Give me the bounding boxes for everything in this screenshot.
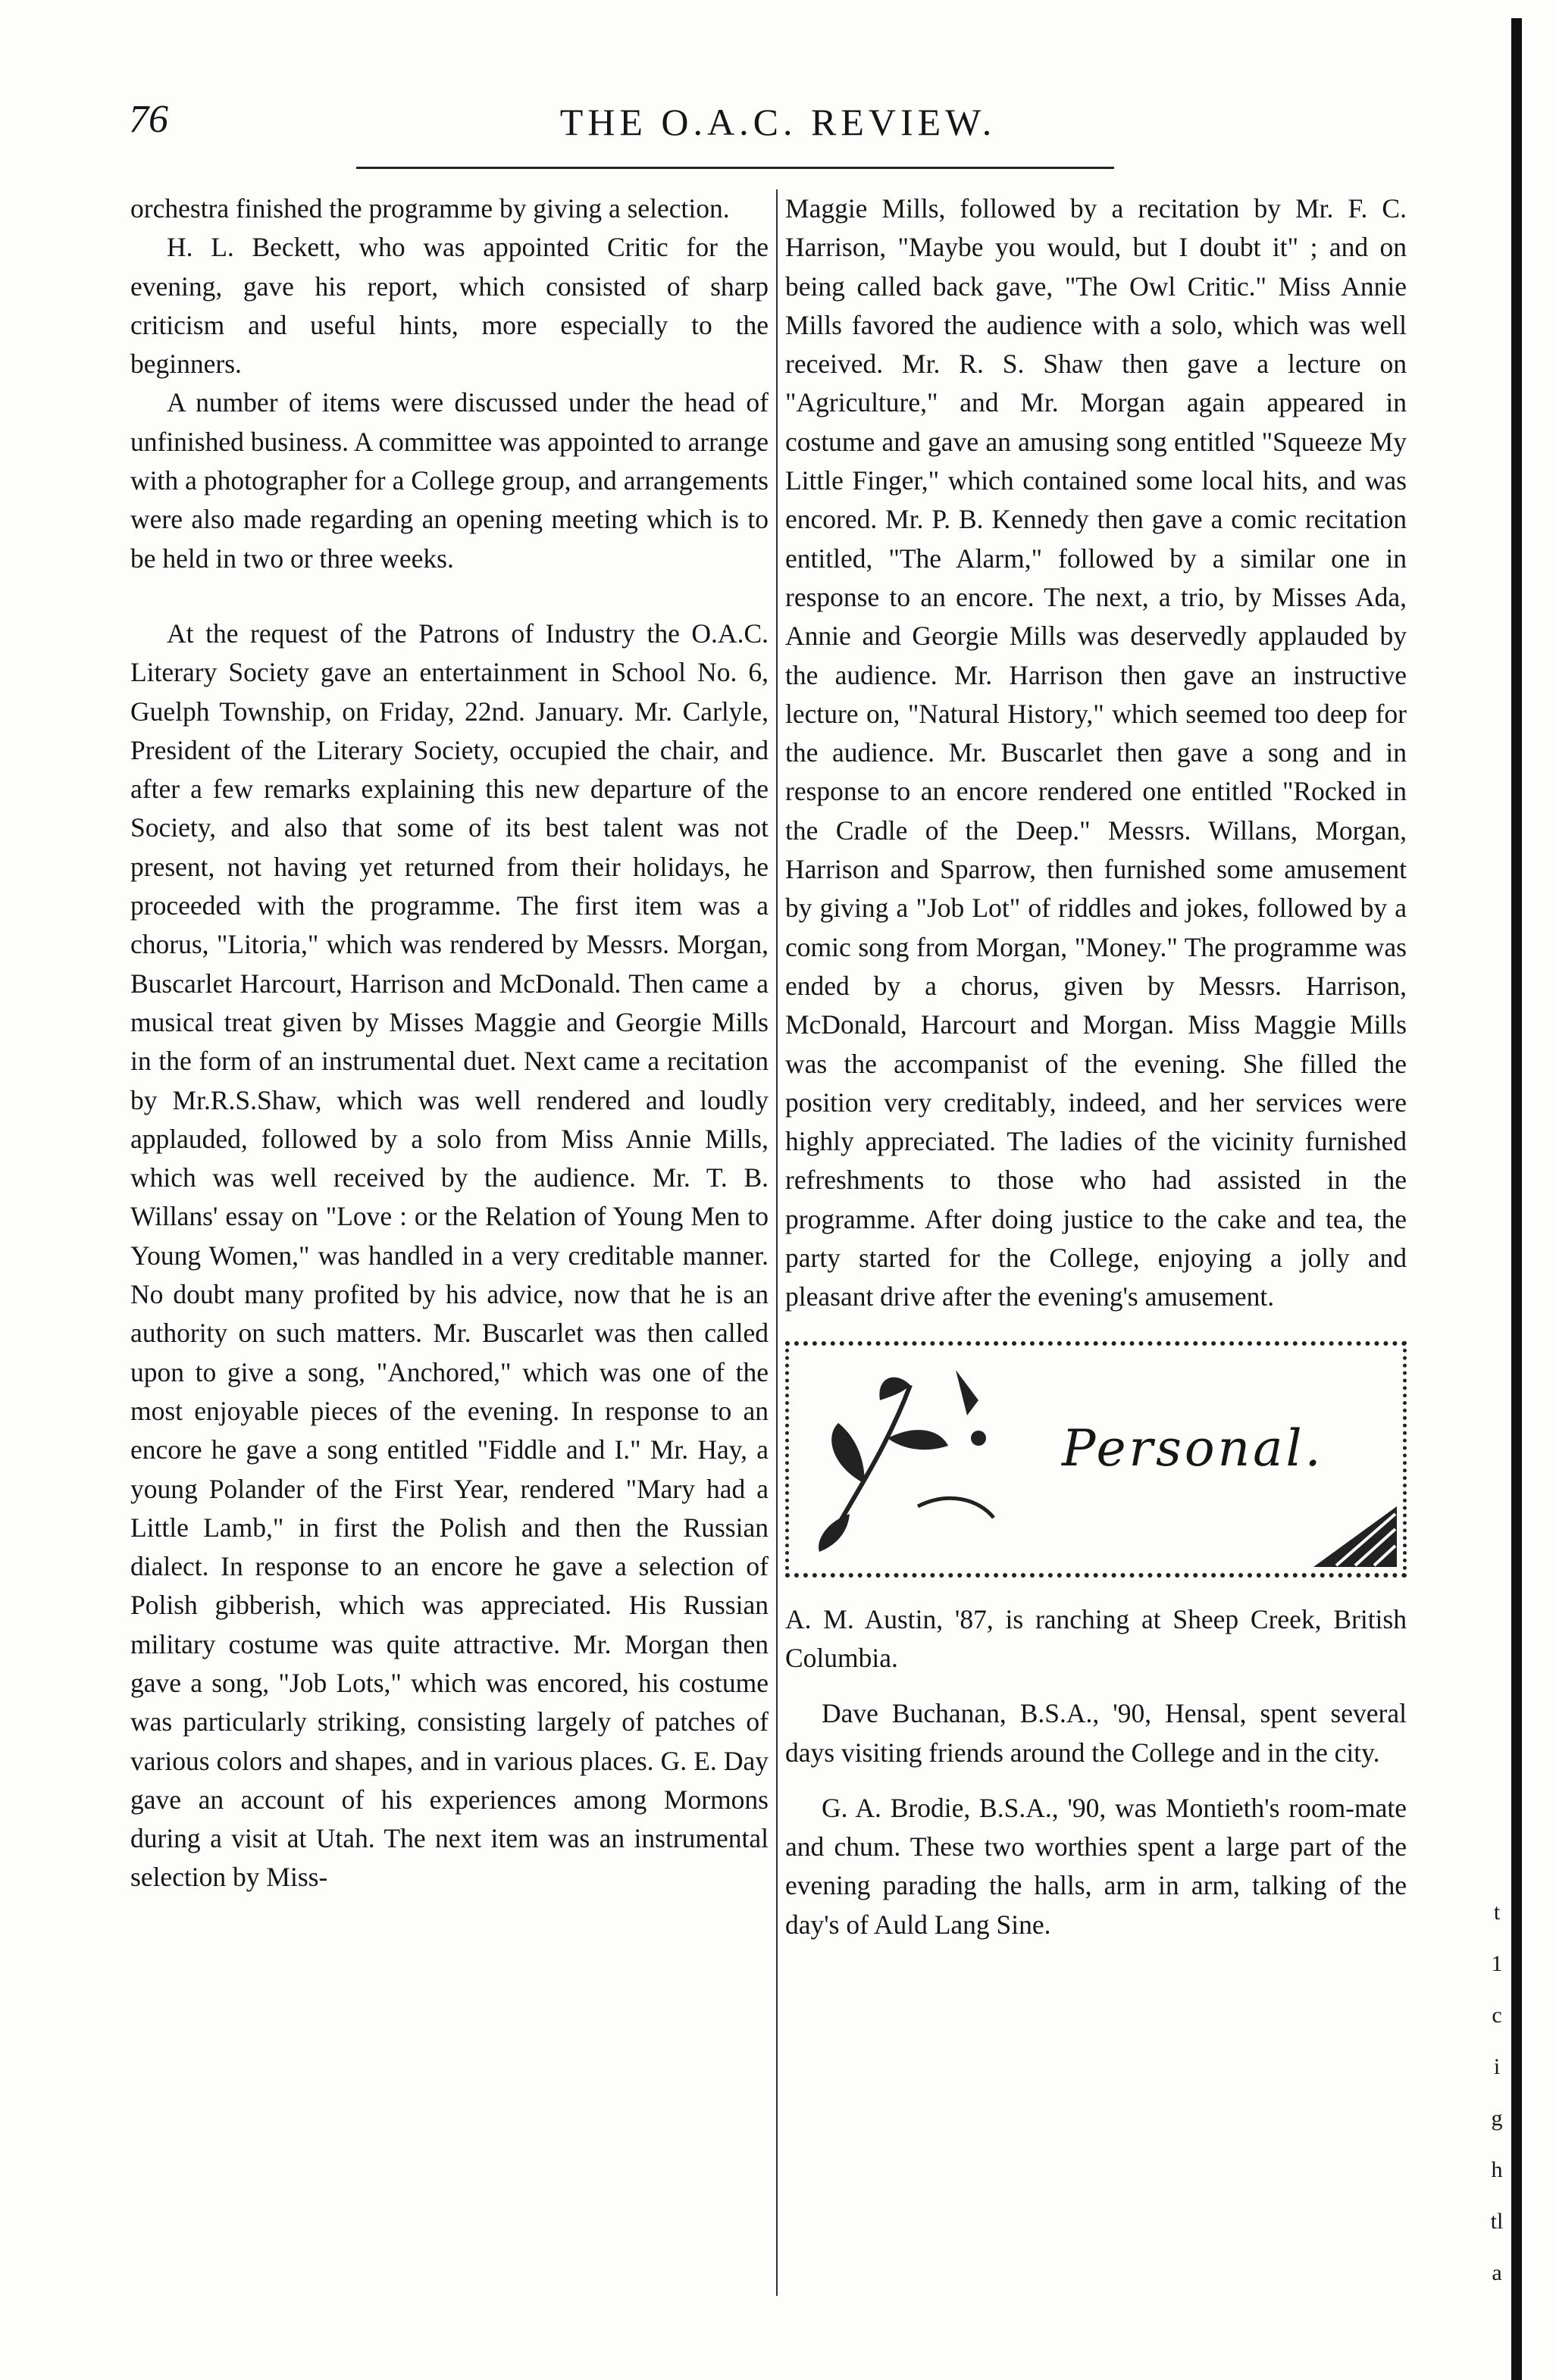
margin-fragment: t xyxy=(1493,1900,1501,1925)
left-paragraph-2: H. L. Beckett, who was appointed Critic for the evening, gave his report, which consisted of sharp criticism and useful hints, more especially to the beginners. xyxy=(130,232,769,380)
left-paragraph-3: A number of items were discussed under the head of unfinished business. A committee was appointed to arrange with a photographer for a College group, and arrangements were also made regarding an opening meeting which is to be held in two or three weeks. xyxy=(130,387,769,574)
running-head: THE O.A.C. REVIEW. xyxy=(559,101,997,143)
left-column xyxy=(130,189,769,1897)
margin-fragment: c xyxy=(1492,2003,1502,2028)
page-number: 76 xyxy=(129,98,168,141)
floral-ornament-icon xyxy=(804,1355,1054,1559)
outer-page-rule xyxy=(1511,18,1522,2380)
personal-item-2: Dave Buchanan, B.S.A., '90, Hensal, spent several days visiting friends around the College and in the city. xyxy=(785,1698,1407,1768)
fan-corner-ornament-icon xyxy=(1313,1506,1397,1567)
personal-item-1: A. M. Austin, '87, is ranching at Sheep Creek, British Columbia. xyxy=(785,1603,1407,1673)
personal-item-3: G. A. Brodie, B.S.A., '90, was Montieth's room-mate and chum. These two worthies spent a large part of the evening parading the halls, arm in arm, talking of the day's of Auld Lang Sine. xyxy=(785,1792,1407,1940)
left-paragraph-4: At the request of the Patrons of Industry the O.A.C. Literary Society gave an entertainment in School No. 6, Guelph Township, on Friday, 22nd. January. Mr. Carlyle, President of the Literary Society, occupied the chair, and after a few remarks explaining this new departure of the Society, and also that some of its best talent was not present, not having yet returned from their holidays, he proceeded with the programme. The first item was a chorus, "Litoria," which was rendered by Messrs. Morgan, Buscarlet Harcourt, Harrison and McDonald. Then came a musical treat given by Misses Maggie and Georgie Mills in the form of an instrumental duet. Next came a recitation by Mr.R.S.Shaw, which was well rendered and loudly applauded, followed by a solo from Miss Annie Mills, which was well received by the audience. Mr. T. B. Willans' essay on "Love : or the Relation of Young Men to Young Women," was handled in a very creditable manner. No doubt many profited by his advice, now that he is an authority on such matters. Mr. Buscarlet was then called upon to give a song, "Anchored," which was one of the most enjoyable pieces of the evening. In response to an encore he gave a song entitled "Fiddle and I." Mr. Hay, a young Polander of the First Year, rendered "Mary had a Little Lamb," in first the Polish and then the Russian dialect. In response to an encore he gave a selection of Polish gibberish, which was appreciated. His Russian military costume was quite attractive. Mr. Morgan then gave a song, "Job Lots," which was encored, his costume was particularly striking, consisting largely of patches of various colors and shapes, and in various places. G. E. Day gave an account of his experiences among Mormons during a visit at Utah. The next item was an instrumental selection by Miss- xyxy=(130,618,769,1893)
left-paragraph-1: orchestra finished the programme by giving a selection. xyxy=(130,193,730,224)
margin-fragment: h xyxy=(1491,2157,1503,2182)
right-column xyxy=(785,189,1407,1944)
margin-fragment: tl xyxy=(1490,2209,1504,2234)
margin-fragment: a xyxy=(1492,2260,1502,2285)
personal-heading: Personal. xyxy=(1062,1418,1324,1478)
margin-fragment: 1 xyxy=(1491,1951,1503,1976)
column-divider xyxy=(776,189,778,2296)
right-paragraph-1: Maggie Mills, followed by a recitation by Mr. F. C. Harrison, "Maybe you would, but I doubt it" ; and on being called back gave, "The Owl Critic." Miss Annie Mills favored the audience with a solo, which was well received. Mr. R. S. Shaw then gave a lecture on "Agriculture," and Mr. Morgan again appeared in costume and gave an amusing song entitled "Squeeze My Little Finger," which contained some local hits, and was encored. Mr. P. B. Kennedy then gave a comic recitation entitled, "The Alarm," followed by a similar one in response to an encore. The next, a trio, by Misses Ada, Annie and Georgie Mills was deservedly applauded by the audience. Mr. Harrison then gave an instructive lecture on, "Natural History," which seemed too deep for the audience. Mr. Buscarlet then gave a song and in response to an encore rendered one entitled "Rocked in the Cradle of the Deep." Messrs. Willans, Morgan, Harrison and Sparrow, then furnished some amusement by giving a "Job Lot" of riddles and jokes, followed by a comic song from Morgan, "Money." The programme was ended by a chorus, given by Messrs. Harrison, McDonald, Harcourt and Morgan. Miss Maggie Mills was the accompanist of the evening. She filled the position very creditably, indeed, and her services were highly appreciated. The ladies of the vicinity furnished refreshments to those who had assisted in the programme. After doing justice to the cake and tea, the party started for the College, enjoying a jolly and pleasant drive after the evening's amusement. xyxy=(785,193,1407,1312)
personal-section-banner xyxy=(785,1341,1407,1578)
margin-fragment: g xyxy=(1491,2106,1503,2131)
margin-fragment: i xyxy=(1493,2054,1501,2079)
header-rule xyxy=(356,167,1114,169)
margin-fragments xyxy=(1486,1887,1508,2299)
